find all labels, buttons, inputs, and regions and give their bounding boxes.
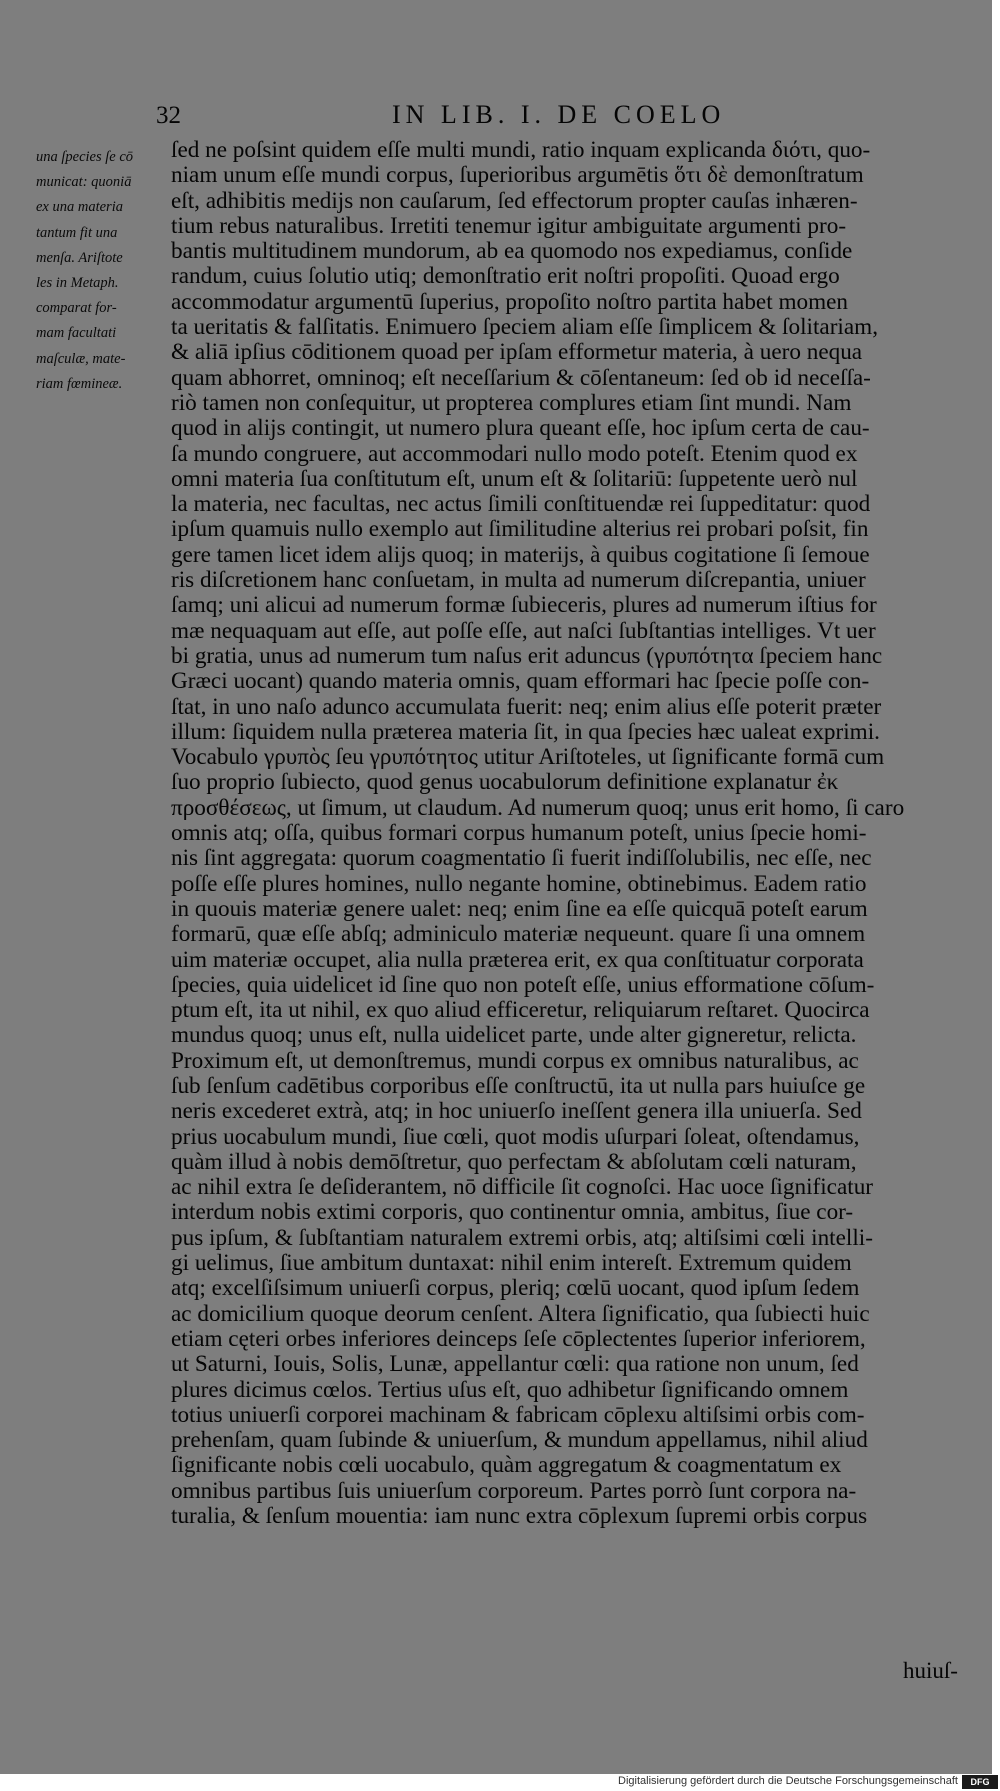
text-line: plures dicimus cœlos. Tertius uſus eſt, quo adhibetur ſignificando omnem <box>171 1376 849 1403</box>
margin-note-line: municat: quoniā <box>36 174 132 191</box>
text-line: formarū, quæ eſſe abſq; adminiculo materiæ nequeunt. quare ſi una omnem <box>171 921 866 948</box>
text-line: quàm illud à nobis demōſtretur, quo perfectam & abſolutam cœli naturam, <box>171 1148 857 1175</box>
text-line: omnis atq; oſſa, quibus formari corpus humanum poteſt, unius ſpecie homi- <box>171 820 867 847</box>
margin-note-line: menſa. Ariſtote <box>36 249 123 266</box>
margin-note-line: les in Metaph. <box>36 275 119 292</box>
page-header <box>0 100 992 134</box>
text-line: ſpecies, quia uidelicet id ſine quo non poteſt eſſe, unius efformatione cōſum- <box>171 971 875 998</box>
margin-note-line: mam facultati <box>36 325 117 342</box>
catchword: huiuſ- <box>903 1658 958 1683</box>
text-line: & aliā ipſius cōditionem quoad per ipſam efformetur materia, à uero nequa <box>171 339 863 366</box>
text-line: eſt, adhibitis medijs non cauſarum, ſed effectorum propter cauſas inhæren- <box>171 187 858 214</box>
text-line: in quouis materiæ genere ualet: neq; enim ſine ea eſſe quicquā poteſt earum <box>171 895 868 922</box>
text-line: nis ſint aggregata: quorum coagmentatio ſi fuerit indiſſolubilis, nec eſſe, nec <box>171 845 872 872</box>
margin-note-line: comparat for- <box>36 300 117 317</box>
running-head: IN LIB. I. DE COELO <box>392 100 726 129</box>
text-line: mundus quoq; unus eſt, nulla uidelicet parte, unde alter gigneretur, relicta. <box>171 1022 857 1049</box>
text-line: ſtat, in uno naſo adunco accumulata fuerit: neq; enim alius eſſe poterit præter <box>171 693 882 720</box>
margin-note-line: ex una materia <box>36 199 123 216</box>
text-line: neris excederet extrà, atq; in hoc uniuerſo ineſſent genera illa uniuerſa. Sed <box>171 1098 862 1125</box>
text-line: uim materiæ occupet, alia nulla præterea erit, ex qua conſtituatur corporata <box>171 946 864 973</box>
text-line: atq; excelſiſsimum uniuerſi corpus, pleriq; cœlū uocant, quod ipſum ſedem <box>171 1275 860 1302</box>
text-line: bi gratia, unus ad numerum tum naſus erit aduncus (γρυπότητα ſpeciem hanc <box>171 642 883 669</box>
text-line: gere tamen licet idem alijs quoq; in materijs, à quibus cogitatione ſi ſemoue <box>171 541 870 568</box>
text-line: pus ipſum, & ſubſtantiam naturalem extremi orbis, atq; altiſsimi cœli intelli- <box>171 1224 873 1251</box>
text-line: niam unum eſſe mundi corpus, ſuperioribus argumētis ὅτι δὲ demonſtratum <box>171 162 864 189</box>
body-text <box>171 138 957 1529</box>
text-line: ac domicilium quoque deorum cenſent. Altera ſignificatio, qua ſubiecti huic <box>171 1300 870 1327</box>
text-line: ſed ne poſsint quidem eſſe multi mundi, ratio inquam explicanda διότι, quo- <box>171 137 871 163</box>
text-line: totius uniuerſi corporei machinam & fabricam cōplexu altiſsimi orbis com- <box>171 1401 865 1428</box>
footer <box>0 1774 1000 1791</box>
text-line: gi uelimus, ſiue ambitum duntaxat: nihil enim intereſt. Extremum quidem <box>171 1250 852 1277</box>
text-line: ptum eſt, ita ut nihil, ex quo aliud efficeretur, reliquiarum reſtaret. Quocirca <box>171 997 870 1024</box>
margin-note-line: riam fœmineæ. <box>36 375 123 392</box>
text-line: ris diſcretionem hanc conſuetam, in multa ad numerum diſcrepantia, uniuer <box>171 567 866 594</box>
text-line: turalia, & ſenſum mouentia: iam nunc extra cōplexum ſupremi orbis corpus <box>171 1503 868 1530</box>
text-line: ſa mundo congruere, aut accommodari nullo modo poteſt. Etenim quod ex <box>171 440 858 467</box>
text-line: accommodatur argumentū ſuperius, propoſito noſtro partita habet momen <box>171 288 848 315</box>
text-line: prehenſam, quam ſubinde & uniuerſum, & mundum appellamus, nihil aliud <box>171 1427 868 1454</box>
text-line: randum, cuius ſolutio utiq; demonſtratio erit noſtri propoſiti. Quoad ergo <box>171 263 840 290</box>
page-number: 32 <box>156 102 181 129</box>
text-line: omni materia ſua conſtitutum eſt, unum eſt & ſolitariū: ſuppetente uerò nul <box>171 465 858 492</box>
text-line: Græci uocant) quando materia omnis, quam efformari hac ſpecie poſſe con- <box>171 668 870 695</box>
text-line: tium rebus naturalibus. Irretiti tenemur igitur ambiguitate argumenti pro- <box>171 212 847 239</box>
text-line: poſſe eſſe plures homines, nullo negante homine, obtinebimus. Eadem ratio <box>171 870 867 897</box>
text-line: προσθέσεως, ut ſimum, ut claudum. Ad numerum quoq; unus erit homo, ſi caro <box>171 794 905 821</box>
text-line: mæ nequaquam aut eſſe, aut poſſe eſſe, aut naſci ſubſtantias intelliges. Vt uer <box>171 617 876 644</box>
dfg-logo-icon: DFG <box>962 1775 998 1789</box>
text-line: quam abhorret, omninoq; eſt neceſſarium & cōſentaneum: ſed ob id neceſſa- <box>171 364 871 391</box>
text-line: omnibus partibus ſuis uniuerſum corporeum. Partes porrò ſunt corpora na- <box>171 1477 857 1504</box>
text-line: ſub ſenſum cadētibus corporibus eſſe conſtructū, ita ut nulla pars huiuſce ge <box>171 1072 866 1099</box>
text-line: riò tamen non conſequitur, ut propterea complures etiam ſint mundi. Nam <box>171 389 852 416</box>
text-line: ac nihil extra ſe deſiderantem, nō difficile ſit cognoſci. Hac uoce ſignificatur <box>171 1174 874 1201</box>
text-line: illum: ſiquidem nulla præterea materia ſit, in qua ſpecies hæc ualeat exprimi. <box>171 718 880 745</box>
text-line: ut Saturni, Iouis, Solis, Lunæ, appellantur cœli: qua ratione non unum, ſed <box>171 1351 859 1378</box>
text-line: ta ueritatis & falſitatis. Enimuero ſpeciem aliam eſſe ſimplicem & ſolitariam, <box>171 314 879 341</box>
text-line: etiam cęteri orbes inferiores deinceps ſeſe cōplectentes ſuperior inferiorem, <box>171 1325 866 1352</box>
text-line: la materia, nec facultas, nec actus ſimili conſtituendæ rei ſuppeditatur: quod <box>171 491 871 518</box>
text-line: prius uocabulum mundi, ſiue cœli, quot modis uſurpari ſoleat, oſtendamus, <box>171 1123 860 1150</box>
text-line: ipſum quamuis nullo exemplo aut ſimilitudine alterius rei probari poſsit, fin <box>171 516 869 543</box>
text-line: Vocabulo γρυπὸς ſeu γρυπότητος utitur Ariſtoteles, ut ſignificante formā cum <box>171 744 885 771</box>
margin-note-line: una ſpecies ſe cō <box>36 149 134 165</box>
text-line: ſamq; uni alicui ad numerum formæ ſubieceris, plures ad numerum iſtius for <box>171 592 877 619</box>
text-line: ſuo proprio ſubiecto, quod genus uocabulorum definitione explanatur ἐκ <box>171 769 839 796</box>
text-line: ſignificante nobis cœli uocabulo, quàm aggregatum & coagmentatum ex <box>171 1452 842 1479</box>
text-line: bantis multitudinem mundorum, ab ea quomodo nos expediamus, conſide <box>171 238 853 265</box>
margin-note-line: maſculæ, mate- <box>36 350 126 367</box>
text-line: quod in alijs contingit, ut numero plura queant eſſe, hoc ipſum certa de cau- <box>171 415 870 442</box>
text-line: interdum nobis extimi corporis, quo continentur omnia, ambitus, ſiue cor- <box>171 1199 854 1226</box>
margin-note <box>36 145 166 397</box>
footer-credit: Digitalisierung gefördert durch die Deutsche Forschungsgemeinschaft <box>618 1775 958 1787</box>
text-line: Proximum eſt, ut demonſtremus, mundi corpus ex omnibus naturalibus, ac <box>171 1047 859 1074</box>
margin-note-line: tantum fit una <box>36 224 118 241</box>
